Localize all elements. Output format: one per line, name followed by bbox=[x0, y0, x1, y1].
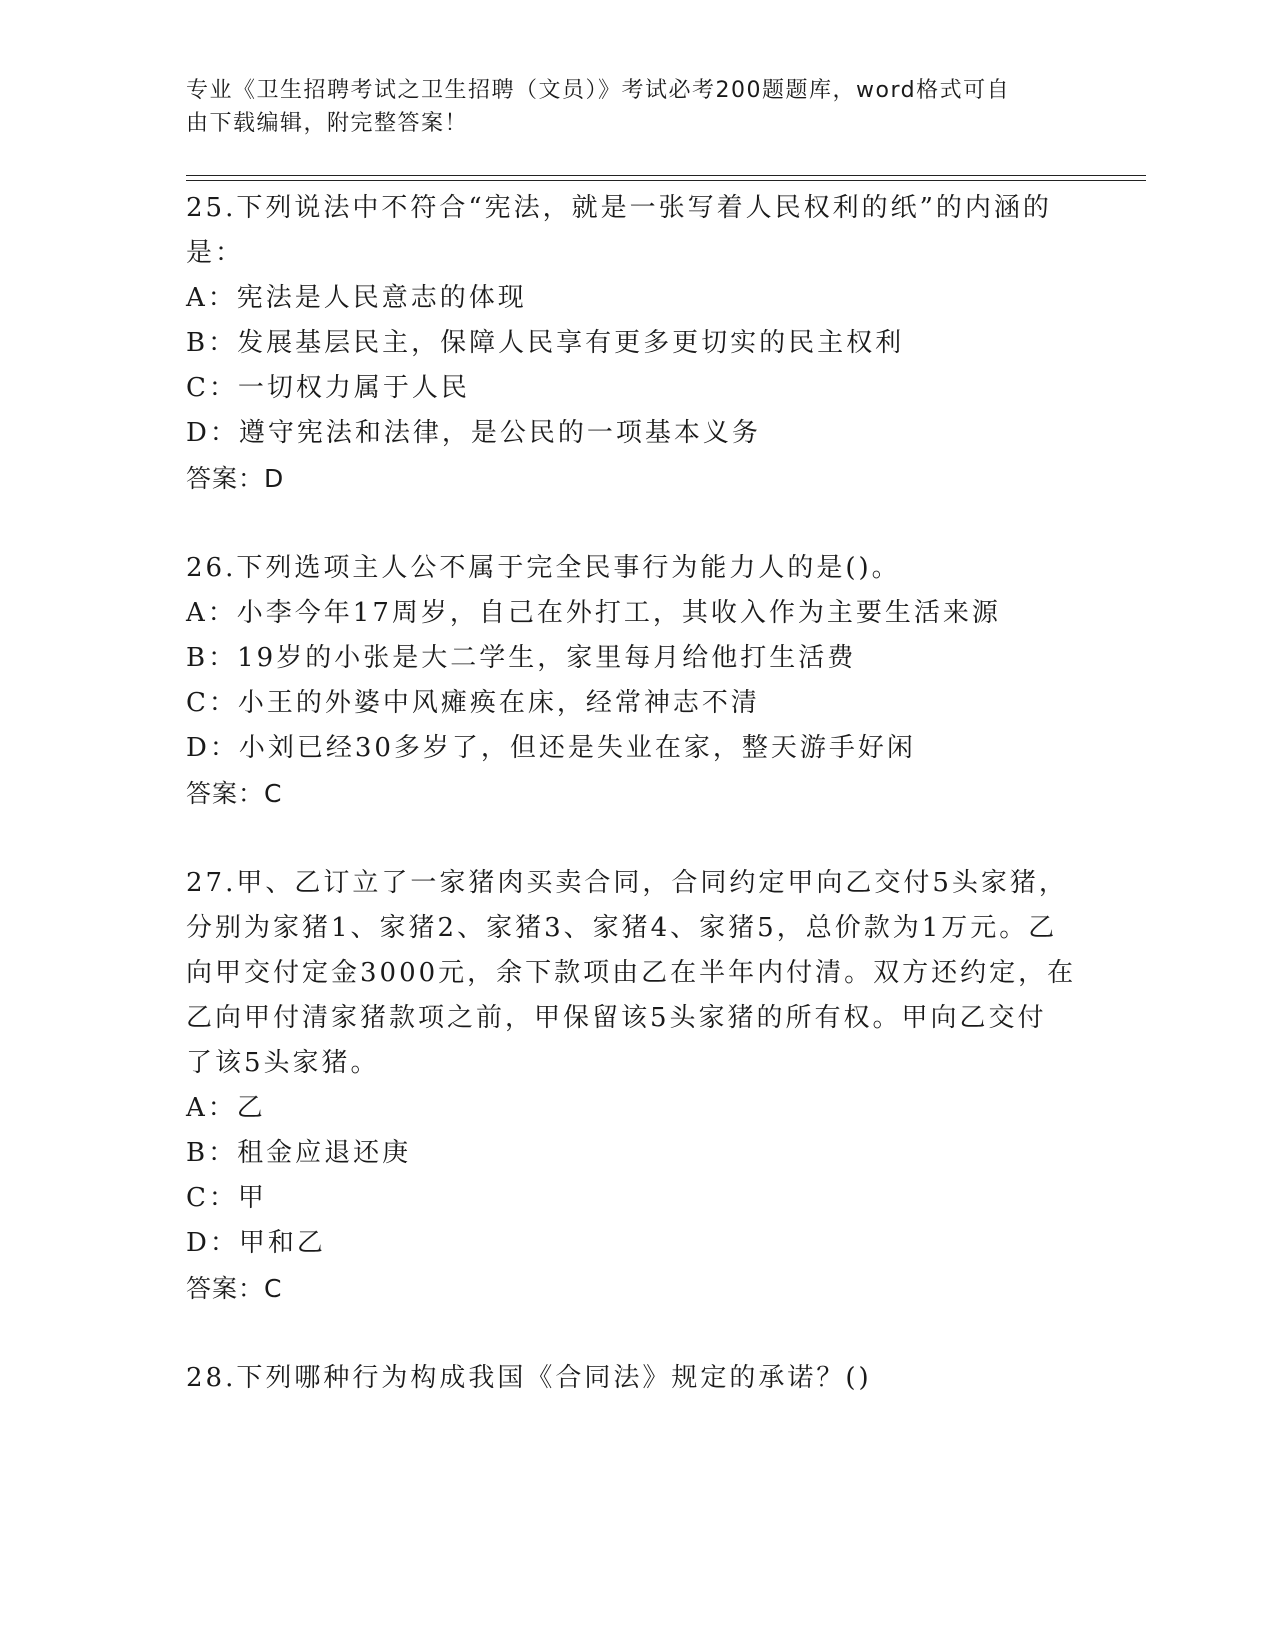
option-d: D：甲和乙 bbox=[186, 1228, 326, 1258]
option-b: B：发展基层民主，保障人民享有更多更切实的民主权利 bbox=[186, 328, 905, 358]
spacer bbox=[186, 816, 1086, 861]
question-stem: 向甲交付定金3000元，余下款项由乙在半年内付清。双方还约定，在 bbox=[186, 958, 1077, 988]
question-stem: 乙向甲付清家猪款项之前，甲保留该5头家猪的所有权。甲向乙交付 bbox=[186, 1003, 1047, 1033]
header-line: 由下载编辑，附完整答案！ bbox=[186, 111, 469, 136]
option-c: C：一切权力属于人民 bbox=[186, 373, 470, 403]
question-list bbox=[186, 186, 1086, 1401]
document-header bbox=[186, 74, 1066, 140]
option-d: D：遵守宪法和法律，是公民的一项基本义务 bbox=[186, 418, 761, 448]
header-divider-bottom bbox=[186, 180, 1146, 181]
option-a: A：宪法是人民意志的体现 bbox=[186, 283, 527, 313]
spacer bbox=[186, 1311, 1086, 1356]
option-a: A：小李今年17周岁，自己在外打工，其收入作为主要生活来源 bbox=[186, 598, 1001, 628]
option-c: C：小王的外婆中风瘫痪在床，经常神志不清 bbox=[186, 688, 760, 718]
answer: 答案：D bbox=[186, 464, 285, 493]
option-a: A：乙 bbox=[186, 1093, 266, 1123]
option-b: B：租金应退还庚 bbox=[186, 1138, 412, 1168]
answer: 答案：C bbox=[186, 779, 283, 808]
question-28 bbox=[186, 1356, 1086, 1401]
question-stem: 28.下列哪种行为构成我国《合同法》规定的承诺？() bbox=[186, 1363, 872, 1393]
spacer bbox=[186, 501, 1086, 546]
question-stem: 26.下列选项主人公不属于完全民事行为能力人的是()。 bbox=[186, 553, 901, 583]
option-b: B：19岁的小张是大二学生，家里每月给他打生活费 bbox=[186, 643, 857, 673]
option-c: C：甲 bbox=[186, 1183, 267, 1213]
question-stem: 分别为家猪1、家猪2、家猪3、家猪4、家猪5，总价款为1万元。乙 bbox=[186, 913, 1058, 943]
option-d: D：小刘已经30多岁了，但还是失业在家，整天游手好闲 bbox=[186, 733, 916, 763]
header-line: 专业《卫生招聘考试之卫生招聘（文员）》考试必考200题题库，word格式可自 bbox=[186, 78, 1011, 103]
question-stem: 25.下列说法中不符合“宪法，就是一张写着人民权利的纸”的内涵的 bbox=[186, 193, 1052, 223]
question-27 bbox=[186, 861, 1086, 1311]
question-26 bbox=[186, 546, 1086, 816]
answer: 答案：C bbox=[186, 1274, 283, 1303]
question-25 bbox=[186, 186, 1086, 501]
header-divider-top bbox=[186, 175, 1146, 176]
question-stem: 了该5头家猪。 bbox=[186, 1048, 380, 1078]
question-stem: 是： bbox=[186, 238, 245, 268]
question-stem: 27.甲、乙订立了一家猪肉买卖合同，合同约定甲向乙交付5头家猪， bbox=[186, 868, 1068, 898]
